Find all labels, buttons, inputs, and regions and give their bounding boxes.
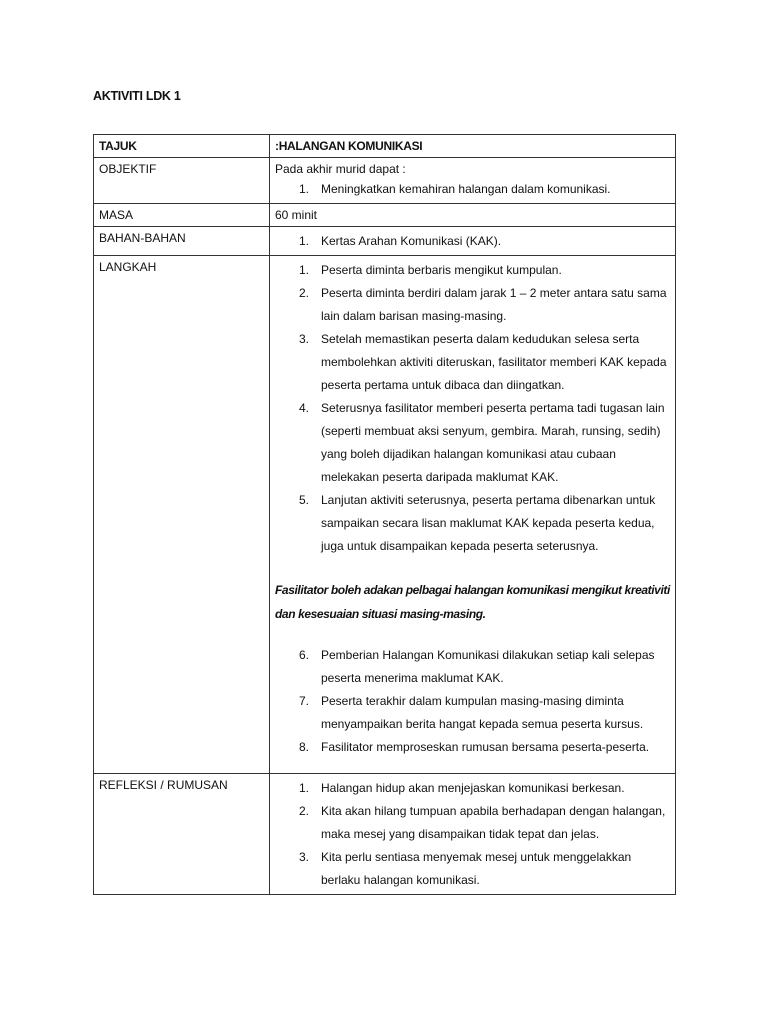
facilitator-note: Fasilitator boleh adakan pelbagai halangan komunikasi mengikut kreativiti dan kesesuaian situasi masing-masing. [275, 583, 670, 621]
list-item-text: Kertas Arahan Komunikasi (KAK). [321, 234, 502, 248]
list-item-text: Kita perlu sentiasa menyemak mesej untuk menggelakkan berlaku halangan komunikasi. [321, 850, 632, 887]
bahan-list [275, 230, 670, 253]
cell-bahan [270, 227, 676, 256]
label-refleksi: REFLEKSI / RUMUSAN [94, 774, 270, 895]
list-item-number: 4. [299, 401, 310, 415]
label-bahan: BAHAN-BAHAN [94, 227, 270, 256]
refleksi-list [275, 777, 670, 892]
list-item-number: 7. [299, 694, 310, 708]
label-objektif: OBJEKTIF [94, 158, 270, 204]
langkah-list-a [275, 259, 670, 558]
list-item-number: 1. [299, 234, 310, 248]
list-item-number: 8. [299, 740, 310, 754]
list-item-text: Seterusnya fasilitator memberi peserta pertama tadi tugasan lain (seperti membuat aksi senyum, gembira. Marah, runsing, sedih) yang boleh dijadikan halangan komunikasi atau cubaan melekakan peserta daripada maklumat KAK. [321, 401, 665, 484]
list-item-number: 1. [299, 182, 310, 196]
row-langkah [94, 256, 676, 774]
list-item [275, 259, 670, 282]
activity-table [93, 134, 676, 895]
list-item [275, 397, 670, 489]
list-item-text: Pemberian Halangan Komunikasi dilakukan setiap kali selepas peserta menerima maklumat KAK. [321, 648, 655, 685]
document-title: AKTIVITI LDK 1 [93, 89, 181, 103]
value-tajuk: :HALANGAN KOMUNIKASI [270, 135, 676, 158]
list-item-text: Fasilitator memproseskan rumusan bersama peserta-peserta. [321, 740, 650, 754]
langkah-list-b [275, 644, 670, 759]
list-item [275, 644, 670, 690]
list-item-text: Peserta terakhir dalam kumpulan masing-masing diminta menyampaikan berita hangat kepada semua peserta kursus. [321, 694, 644, 731]
objektif-intro: Pada akhir murid dapat : [275, 162, 406, 176]
list-item-text: Peserta diminta berdiri dalam jarak 1 – 2 meter antara satu sama lain dalam barisan masing-masing. [321, 286, 667, 323]
list-item [275, 777, 670, 800]
list-item-text: Halangan hidup akan menjejaskan komunikasi berkesan. [321, 781, 625, 795]
list-item-text: Setelah memastikan peserta dalam kedudukan selesa serta membolehkan aktiviti diteruskan, fasilitator memberi KAK kepada peserta pertama untuk dibaca dan diingatkan. [321, 332, 667, 392]
list-item-number: 3. [299, 332, 310, 346]
list-item [275, 282, 670, 328]
list-item [275, 736, 670, 759]
list-item-text: Lanjutan aktiviti seterusnya, peserta pertama dibenarkan untuk sampaikan secara lisan maklumat KAK kepada peserta kedua, juga untuk disampaikan kepada peserta seterusnya. [321, 493, 656, 553]
list-item [275, 328, 670, 397]
list-item [275, 800, 670, 846]
cell-langkah [270, 256, 676, 774]
list-item-number: 1. [299, 263, 310, 277]
list-item [275, 230, 670, 253]
row-tajuk [94, 135, 676, 158]
list-item-number: 2. [299, 804, 310, 818]
label-tajuk: TAJUK [94, 135, 270, 158]
list-item [275, 489, 670, 558]
row-objektif [94, 158, 676, 204]
list-item [275, 846, 670, 892]
row-refleksi [94, 774, 676, 895]
list-item-text: Peserta diminta berbaris mengikut kumpulan. [321, 263, 562, 277]
cell-refleksi [270, 774, 676, 895]
label-langkah: LANGKAH [94, 256, 270, 774]
list-item-number: 5. [299, 493, 310, 507]
list-item-number: 2. [299, 286, 310, 300]
list-item-number: 1. [299, 781, 310, 795]
value-masa: 60 minit [270, 204, 676, 227]
cell-objektif [270, 158, 676, 204]
list-item-text: Meningkatkan kemahiran halangan dalam komunikasi. [321, 182, 611, 196]
list-item-number: 3. [299, 850, 310, 864]
label-masa: MASA [94, 204, 270, 227]
row-bahan [94, 227, 676, 256]
objektif-list [275, 178, 670, 201]
list-item-number: 6. [299, 648, 310, 662]
list-item-text: Kita akan hilang tumpuan apabila berhadapan dengan halangan, maka mesej yang disampaikan tidak tepat dan jelas. [321, 804, 666, 841]
list-item [275, 178, 670, 201]
row-masa [94, 204, 676, 227]
list-item [275, 690, 670, 736]
